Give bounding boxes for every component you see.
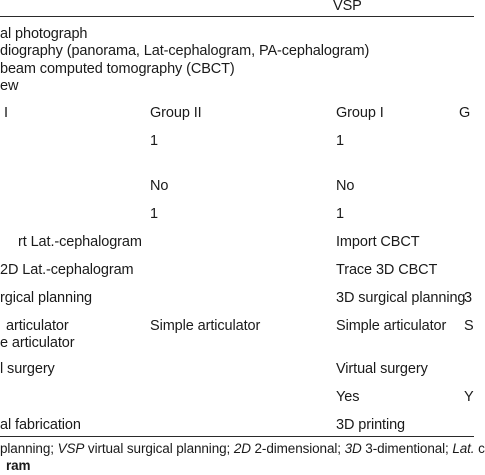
cell-r8-c3: Virtual surgery bbox=[336, 361, 428, 377]
cell-r10-c3: 3D printing bbox=[336, 417, 406, 433]
fn-text-5: c bbox=[474, 441, 485, 456]
cell-r9-c4: Y bbox=[464, 389, 474, 405]
cell-r6-c1: rgical planning bbox=[0, 290, 93, 306]
data-line-photograph: al photograph bbox=[0, 26, 88, 42]
cell-r4-c3: Import CBCT bbox=[336, 234, 420, 250]
cell-r7-c3: Simple articulator bbox=[336, 318, 447, 334]
fn-abbr-2d: 2D bbox=[233, 441, 251, 456]
footnote-line-1 bbox=[0, 440, 485, 458]
cell-r3-c3: 1 bbox=[336, 206, 344, 222]
col-header-group-i: Group I bbox=[336, 105, 384, 121]
fn-abbr-3d: 3D bbox=[344, 441, 362, 456]
top-rule bbox=[0, 16, 474, 17]
cell-r4-c1: rt Lat.-cephalogram bbox=[18, 234, 142, 250]
data-line-radiography: diography (panorama, Lat-cephalogram, PA-cephalogram) bbox=[0, 43, 370, 59]
cell-r10-c1: al fabrication bbox=[0, 417, 81, 433]
cell-r6-c3: 3D surgical planning bbox=[336, 290, 466, 306]
cell-r1-c2: 1 bbox=[150, 133, 158, 149]
cell-r8-c1: l surgery bbox=[0, 361, 55, 377]
fn-abbr-lat: Lat. bbox=[452, 441, 475, 456]
footnote-line-2: ram bbox=[6, 458, 31, 473]
bottom-rule bbox=[0, 436, 474, 437]
fn-text-2: virtual surgical planning; bbox=[84, 441, 234, 456]
cell-r6-c4: 3 bbox=[464, 290, 472, 306]
cell-r5-c3: Trace 3D CBCT bbox=[336, 262, 438, 278]
cell-r2-c3: No bbox=[336, 178, 355, 194]
cell-r7-c4: S bbox=[464, 318, 474, 334]
fn-text-3: 2-dimensional; bbox=[250, 441, 345, 456]
data-line-view: ew bbox=[0, 78, 19, 94]
fn-text-4: 3-dimentional; bbox=[361, 441, 453, 456]
col-header-group-i-left: I bbox=[4, 105, 8, 121]
cell-r9-c3: Yes bbox=[336, 389, 360, 405]
fn-abbr-vsp: VSP bbox=[57, 441, 85, 456]
cell-r3-c2: 1 bbox=[150, 206, 158, 222]
cell-r1-c3: 1 bbox=[336, 133, 344, 149]
data-line-cbct: beam computed tomography (CBCT) bbox=[0, 61, 235, 77]
cell-r5-c1: 2D Lat.-cephalogram bbox=[0, 262, 134, 278]
cell-r7-c2: Simple articulator bbox=[150, 318, 261, 334]
col-header-group-ii: Group II bbox=[150, 105, 202, 121]
fn-text-1: planning; bbox=[0, 441, 58, 456]
col-header-group-right: G bbox=[459, 105, 471, 121]
cell-r7-c1: articulator bbox=[6, 318, 69, 334]
vsp-header: VSP bbox=[333, 0, 362, 14]
cell-r7b-c1: e articulator bbox=[0, 335, 75, 351]
cell-r2-c2: No bbox=[150, 178, 169, 194]
